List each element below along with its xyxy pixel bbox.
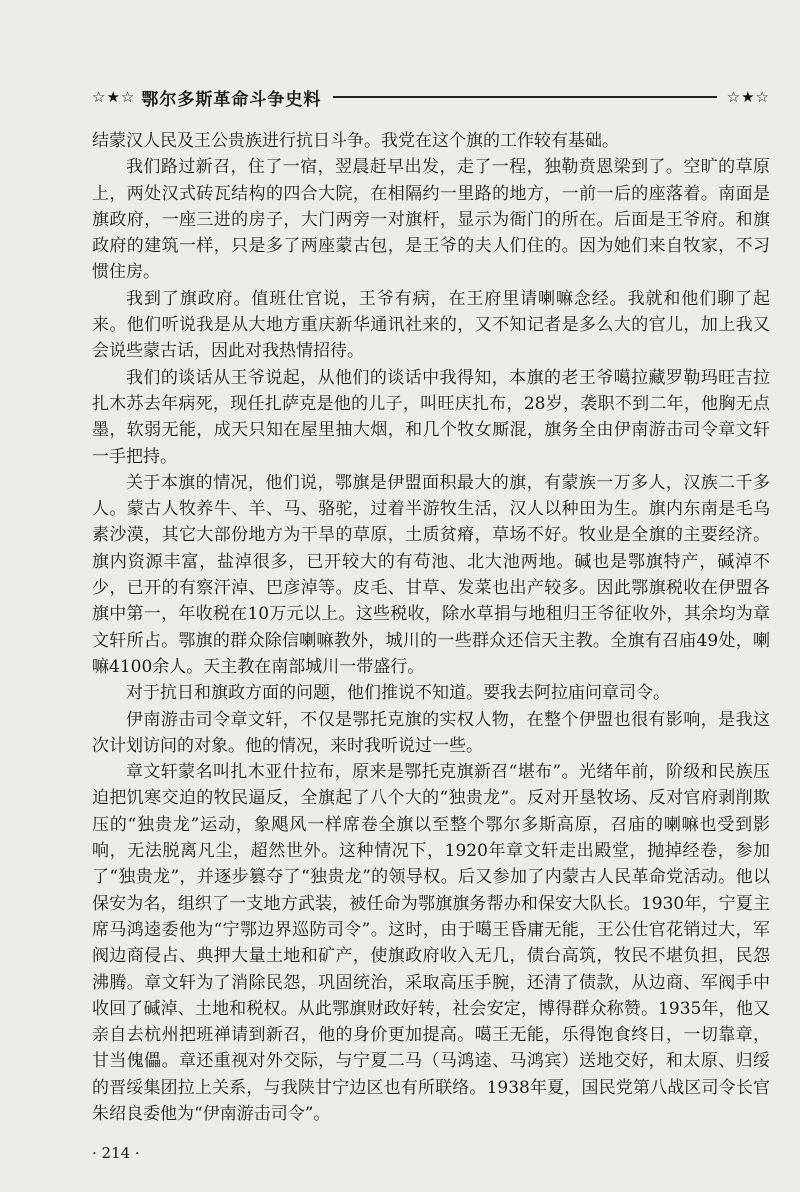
paragraph: 我们的谈话从王爷说起，从他们的谈话中我得知，本旗的老王爷噶拉藏罗勒玛旺吉拉扎木苏去年病死，现任扎萨克是他的儿子，叫旺庆扎布，28岁，袭职不到二年，他胸无点墨，软弱无能，成天只知在屋里抽大烟，和几个牧女厮混，旗务全由伊南游击司令章文轩一手把持。 bbox=[92, 367, 770, 467]
body-text bbox=[92, 128, 770, 1127]
paragraph: 我们路过新召，住了一宿，翌晨赶早出发，走了一程，独勒贲恩梁到了。空旷的草原上，两处汉式砖瓦结构的四合大院，在相隔约一里路的地方，一前一后的座落着。南面是旗政府，一座三进的房子，大门两旁一对旗杆，显示为衙门的所在。后面是王爷府。和旗政府的建筑一样，只是多了两座蒙古包，是王爷的夫人们住的。因为她们来自牧家，不习惯住房。 bbox=[92, 157, 770, 283]
header-stars-left: ☆★☆ bbox=[92, 88, 136, 106]
page-number: · 214 · bbox=[92, 1144, 140, 1162]
running-header bbox=[92, 86, 770, 108]
paragraph: 结蒙汉人民及王公贵族进行抗日斗争。我党在这个旗的工作较有基础。 bbox=[92, 131, 619, 151]
paragraph: 关于本旗的情况，他们说，鄂旗是伊盟面积最大的旗，有蒙族一万多人，汉族二千多人。蒙古人牧养牛、羊、马、骆驼，过着半游牧生活，汉人以种田为生。旗内东南是毛乌素沙漠，其它大部份地方为干旱的草原，土质贫瘠，草场不好。牧业是全旗的主要经济。旗内资源丰富，盐淖很多，已开较大的有苟池、北大池两地。碱也是鄂旗特产，碱淖不少，已开的有察汗淖、巴彦淖等。皮毛、甘草、发菜也出产较多。因此鄂旗税收在伊盟各旗中第一，年收税在10万元以上。这些税收，除水草捐与地租归王爷征收外，其余均为章文轩所占。鄂旗的群众除信喇嘛教外，城川的一些群众还信天主教。全旗有召庙49处，喇嘛4100余人。天主教在南部城川一带盛行。 bbox=[92, 472, 770, 677]
header-stars-right: ☆★☆ bbox=[726, 88, 770, 106]
paragraph: 伊南游击司令章文轩，不仅是鄂托克旗的实权人物，在整个伊盟也很有影响，是我这次计划访问的对象。他的情况，来时我听说过一些。 bbox=[92, 709, 770, 756]
header-title: 鄂尔多斯革命斗争史料 bbox=[141, 89, 322, 110]
paragraph: 我到了旗政府。值班仕官说，王爷有病，在王府里请喇嘛念经。我就和他们聊了起来。他们听说我是从大地方重庆新华通讯社来的，又不知记者是多么大的官儿，加上我又会说些蒙古话，因此对我热情招待。 bbox=[92, 288, 770, 362]
header-rule bbox=[333, 96, 716, 98]
paragraph: 对于抗日和旗政方面的问题，他们推说不知道。要我去阿拉庙问章司令。 bbox=[126, 683, 670, 704]
paragraph: 章文轩蒙名叫扎木亚什拉布，原来是鄂托克旗新召“堪布”。光绪年前，阶级和民族压迫把饥寒交迫的牧民逼反，全旗起了八个大的“独贵龙”。反对开垦牧场、反对官府剥削欺压的“独贵龙”运动，象飓风一样席卷全旗以至整个鄂尔多斯高原，召庙的喇嘛也受到影响，无法脱离凡尘，超然世外。这种情况下，1920年章文轩走出殿堂，抛掉经卷，参加了“独贵龙”，并逐步篡夺了“独贵龙”的领导权。后又参加了内蒙古人民革命党活动。他以保安为名，组织了一支地方武装，被任命为鄂旗旗务帮办和保安大队长。1930年，宁夏主席马鸿逵委他为“宁鄂边界巡防司令”。这时，由于噶王昏庸无能，王公仕官花销过大，军阀边商侵占、典押大量土地和矿产，使旗政府收入无几，债台高筑，牧民不堪负担，民怨沸腾。章文轩为了消除民怨，巩固统治，采取高压手腕，还清了债款，从边商、军阀手中收回了碱淖、土地和税权。从此鄂旗财政好转，社会安定，博得群众称赞。1935年，他又亲自去杭州把班禅请到新召，他的身价更加提高。噶王无能，乐得饱食终日，一切靠章，甘当傀儡。章还重视对外交际，与宁夏二马（马鸿逵、马鸿宾）送地交好，和太原、归绥的晋绥集团拉上关系，与我陕甘宁边区也有所联络。1938年夏，国民党第八战区司令长官朱绍良委他为“伊南游击司令”。 bbox=[92, 762, 770, 1124]
